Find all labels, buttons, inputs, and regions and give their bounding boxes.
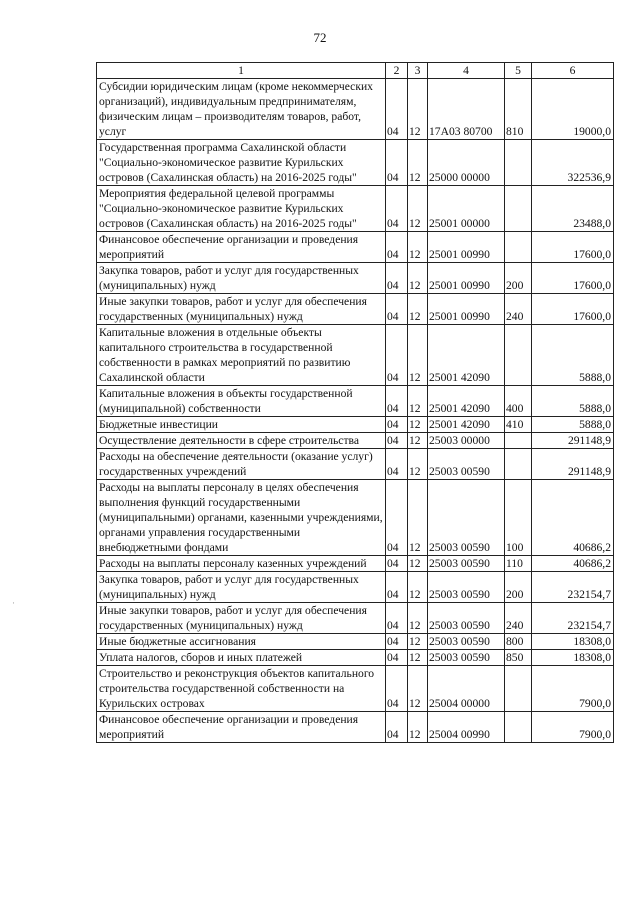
column-header: 1 [97, 63, 386, 79]
header-row [97, 63, 614, 79]
row-expense-type [505, 232, 532, 263]
row-target-article: 25004 00990 [428, 712, 505, 743]
table-row [97, 232, 614, 263]
table-row [97, 480, 614, 556]
row-name: Закупка товаров, работ и услуг для государственных (муниципальных) нужд [97, 263, 386, 294]
column-header: 5 [505, 63, 532, 79]
row-target-article: 17А03 80700 [428, 79, 505, 140]
table-row [97, 140, 614, 186]
column-header: 4 [428, 63, 505, 79]
row-subsection: 12 [408, 449, 428, 480]
table-row [97, 572, 614, 603]
row-subsection: 12 [408, 572, 428, 603]
table-row [97, 650, 614, 666]
row-expense-type: 810 [505, 79, 532, 140]
row-section: 04 [386, 712, 408, 743]
row-amount: 17600,0 [532, 232, 614, 263]
row-expense-type: 800 [505, 634, 532, 650]
row-section: 04 [386, 232, 408, 263]
row-expense-type: 200 [505, 263, 532, 294]
row-name: Осуществление деятельности в сфере строительства [97, 433, 386, 449]
row-name: Мероприятия федеральной целевой программы "Социально-экономическое развитие Курильских островов (Сахалинская область) на 2016-2025 годы" [97, 186, 386, 232]
row-section: 04 [386, 572, 408, 603]
row-amount: 291148,9 [532, 449, 614, 480]
row-name: Расходы на выплаты персоналу в целях обеспечения выполнения функций государственными (муниципальными) органами, казенными учреждениями, органами управления государственными внебюджетными фондами [97, 480, 386, 556]
row-amount: 17600,0 [532, 263, 614, 294]
row-name: Бюджетные инвестиции [97, 417, 386, 433]
row-target-article: 25003 00590 [428, 480, 505, 556]
row-expense-type [505, 666, 532, 712]
row-target-article: 25001 42090 [428, 325, 505, 386]
row-target-article: 25001 00990 [428, 263, 505, 294]
row-name: Расходы на обеспечение деятельности (оказание услуг) государственных учреждений [97, 449, 386, 480]
row-target-article: 25001 42090 [428, 417, 505, 433]
row-target-article: 25000 00000 [428, 140, 505, 186]
row-subsection: 12 [408, 556, 428, 572]
row-subsection: 12 [408, 232, 428, 263]
row-expense-type [505, 325, 532, 386]
row-name: Иные закупки товаров, работ и услуг для обеспечения государственных (муниципальных) нужд [97, 294, 386, 325]
table-row [97, 634, 614, 650]
row-amount: 18308,0 [532, 650, 614, 666]
table-row [97, 556, 614, 572]
row-target-article: 25003 00590 [428, 556, 505, 572]
row-subsection: 12 [408, 79, 428, 140]
row-subsection: 12 [408, 186, 428, 232]
row-name: Иные закупки товаров, работ и услуг для обеспечения государственных (муниципальных) нужд [97, 603, 386, 634]
row-target-article: 25001 00000 [428, 186, 505, 232]
row-expense-type: 100 [505, 480, 532, 556]
row-target-article: 25004 00000 [428, 666, 505, 712]
row-name: Финансовое обеспечение организации и проведения мероприятий [97, 712, 386, 743]
row-section: 04 [386, 666, 408, 712]
row-name: Финансовое обеспечение организации и проведения мероприятий [97, 232, 386, 263]
row-amount: 23488,0 [532, 186, 614, 232]
row-section: 04 [386, 79, 408, 140]
row-subsection: 12 [408, 666, 428, 712]
budget-table [96, 62, 614, 743]
row-section: 04 [386, 325, 408, 386]
table-row [97, 263, 614, 294]
row-expense-type: 240 [505, 603, 532, 634]
row-name: Строительство и реконструкция объектов капитального строительства государственной собственности на Курильских островах [97, 666, 386, 712]
row-subsection: 12 [408, 603, 428, 634]
column-header: 6 [532, 63, 614, 79]
table-row [97, 666, 614, 712]
row-subsection: 12 [408, 433, 428, 449]
page-number: 72 [313, 30, 327, 45]
row-amount: 322536,9 [532, 140, 614, 186]
row-amount: 18308,0 [532, 634, 614, 650]
column-header: 2 [386, 63, 408, 79]
row-target-article: 25003 00590 [428, 634, 505, 650]
row-section: 04 [386, 650, 408, 666]
row-amount: 7900,0 [532, 666, 614, 712]
row-name: Расходы на выплаты персоналу казенных учреждений [97, 556, 386, 572]
row-name: Закупка товаров, работ и услуг для государственных (муниципальных) нужд [97, 572, 386, 603]
row-section: 04 [386, 186, 408, 232]
table-row [97, 712, 614, 743]
table-row [97, 603, 614, 634]
row-subsection: 12 [408, 140, 428, 186]
row-section: 04 [386, 480, 408, 556]
row-target-article: 25003 00000 [428, 433, 505, 449]
row-expense-type: 110 [505, 556, 532, 572]
table-row [97, 386, 614, 417]
row-expense-type [505, 449, 532, 480]
row-expense-type: 200 [505, 572, 532, 603]
table-row [97, 79, 614, 140]
row-amount: 40686,2 [532, 556, 614, 572]
row-amount: 232154,7 [532, 572, 614, 603]
row-subsection: 12 [408, 386, 428, 417]
row-subsection: 12 [408, 417, 428, 433]
row-subsection: 12 [408, 294, 428, 325]
row-expense-type [505, 140, 532, 186]
row-section: 04 [386, 603, 408, 634]
row-target-article: 25001 42090 [428, 386, 505, 417]
row-subsection: 12 [408, 634, 428, 650]
row-section: 04 [386, 556, 408, 572]
row-amount: 232154,7 [532, 603, 614, 634]
column-header: 3 [408, 63, 428, 79]
row-section: 04 [386, 140, 408, 186]
row-section: 04 [386, 433, 408, 449]
table-row [97, 449, 614, 480]
row-expense-type [505, 433, 532, 449]
row-section: 04 [386, 263, 408, 294]
row-target-article: 25003 00590 [428, 572, 505, 603]
row-amount: 19000,0 [532, 79, 614, 140]
row-name: Капитальные вложения в объекты государственной (муниципальной) собственности [97, 386, 386, 417]
row-target-article: 25003 00590 [428, 603, 505, 634]
row-name: Капитальные вложения в отдельные объекты капитального строительства в государственной собственности в рамках мероприятий по развитию Сахалинской области [97, 325, 386, 386]
row-expense-type: 850 [505, 650, 532, 666]
row-name: Субсидии юридическим лицам (кроме некоммерческих организаций), индивидуальным предпринимателям, физическим лицам – производителям товаров, работ, услуг [97, 79, 386, 140]
row-amount: 7900,0 [532, 712, 614, 743]
row-target-article: 25003 00590 [428, 650, 505, 666]
row-subsection: 12 [408, 712, 428, 743]
row-subsection: 12 [408, 325, 428, 386]
row-expense-type [505, 186, 532, 232]
row-expense-type: 240 [505, 294, 532, 325]
row-name: Государственная программа Сахалинской области "Социально-экономическое развитие Курильских островов (Сахалинская область) на 2016-2025 годы" [97, 140, 386, 186]
table-row [97, 433, 614, 449]
row-expense-type [505, 712, 532, 743]
row-name: Уплата налогов, сборов и иных платежей [97, 650, 386, 666]
row-name: Иные бюджетные ассигнования [97, 634, 386, 650]
table-row [97, 325, 614, 386]
row-section: 04 [386, 294, 408, 325]
row-expense-type: 410 [505, 417, 532, 433]
row-expense-type: 400 [505, 386, 532, 417]
row-section: 04 [386, 449, 408, 480]
row-amount: 40686,2 [532, 480, 614, 556]
row-subsection: 12 [408, 650, 428, 666]
row-target-article: 25001 00990 [428, 232, 505, 263]
row-target-article: 25003 00590 [428, 449, 505, 480]
row-section: 04 [386, 386, 408, 417]
row-target-article: 25001 00990 [428, 294, 505, 325]
row-section: 04 [386, 417, 408, 433]
row-subsection: 12 [408, 480, 428, 556]
table-row [97, 294, 614, 325]
row-subsection: 12 [408, 263, 428, 294]
margin-mark: · [12, 598, 15, 608]
row-amount: 291148,9 [532, 433, 614, 449]
row-amount: 5888,0 [532, 417, 614, 433]
table-row [97, 186, 614, 232]
row-section: 04 [386, 634, 408, 650]
table-row [97, 417, 614, 433]
row-amount: 5888,0 [532, 325, 614, 386]
row-amount: 5888,0 [532, 386, 614, 417]
row-amount: 17600,0 [532, 294, 614, 325]
